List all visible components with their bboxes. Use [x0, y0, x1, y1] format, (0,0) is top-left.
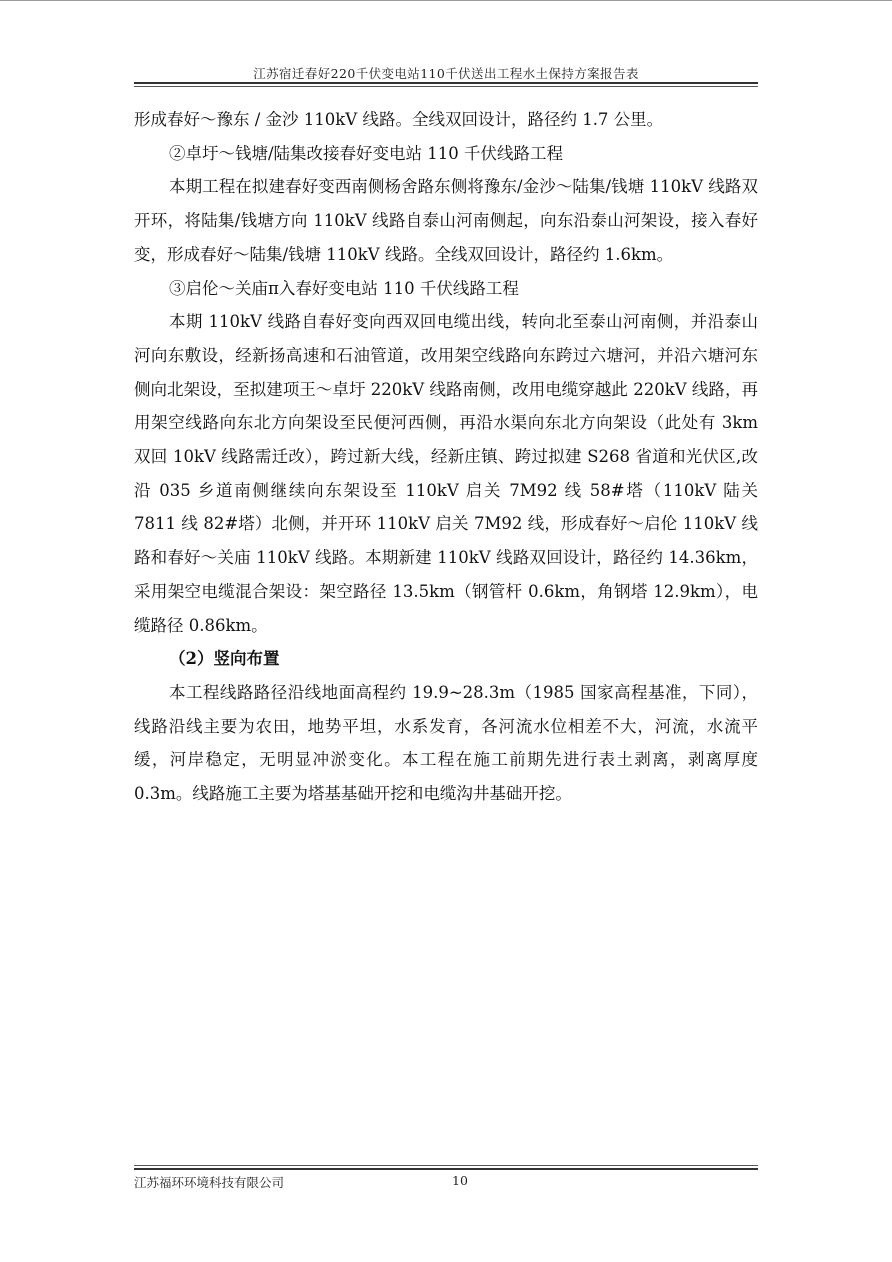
subsection-title-3: ③启伦～关庙π入春好变电站 110 千伏线路工程	[169, 278, 519, 298]
page-header-title: 江苏宿迁春好220千伏变电站110千伏送出工程水土保持方案报告表	[253, 66, 639, 81]
paragraph-vertical-layout: 本工程线路路径沿线地面高程约 19.9~28.3m（1985 国家高程基准，下同），线路沿线主要为农田，地势平坦，水系发育，各河流水位相差不大，河流，水流平缓，河岸稳定，无明显冲淤变化。本工程在施工前期先进行表土剥离，剥离厚度 0.3m。线路施工主要为塔基基础开挖和电缆沟井基础开挖。	[134, 682, 758, 804]
header-rule-thin	[134, 86, 758, 87]
header-rule	[134, 82, 758, 84]
footer-company-name: 江苏福环环境科技有限公司	[134, 1175, 285, 1190]
subsection-title-2: ②卓圩～钱塘/陆集改接春好变电站 110 千伏线路工程	[169, 143, 564, 163]
footer-rule-thin	[134, 1165, 758, 1166]
section-heading-vertical-layout: （2）竖向布置	[169, 649, 280, 669]
paragraph-zhuowei-line: 本期工程在拟建春好变西南侧杨舍路东侧将豫东/金沙～陆集/钱塘 110kV 线路双开环，将陆集/钱塘方向 110kV 线路自泰山河南侧起，向东沿泰山河架设，接入春好变，形成春好～陆集/钱塘 110kV 线路。全线双回设计，路径约 1.6km。	[134, 177, 758, 264]
page-top-edge	[0, 0, 892, 1]
paragraph-continuation: 形成春好～豫东 / 金沙 110kV 线路。全线双回设计，路径约 1.7 公里。	[134, 110, 664, 129]
document-body	[134, 103, 758, 811]
footer-rule	[134, 1168, 758, 1170]
paragraph-qilun-line: 本期 110kV 线路自春好变向西双回电缆出线，转向北至泰山河南侧，并沿泰山河向东敷设，经新扬高速和石油管道，改用架空线路向东跨过六塘河，并沿六塘河东侧向北架设，至拟建项王～卓圩 220kV 线路南侧，改用电缆穿越此 220kV 线路，再用架空线路向东北方向架设至民便河西侧，再沿水渠向东北方向架设（此处有 3km 双回 10kV 线路需迁改），跨过新大线，经新庄镇、跨过拟建 S268 省道和光伏区,改沿 035 乡道南侧继续向东架设至 110kV 启关 7M92 线 58#塔（110kV 陆关 7811 线 82#塔）北侧，并开环 110kV 启关 7M92 线，形成春好～启伦 110kV 线路和春好～关庙 110kV 线路。本期新建 110kV 线路双回设计，路径约 14.36km，采用架空电缆混合架设：架空路径 13.5km（钢管杆 0.6km，角钢塔 12.9km），电缆路径 0.86km。	[134, 312, 758, 635]
page-number: 10	[452, 1173, 468, 1188]
